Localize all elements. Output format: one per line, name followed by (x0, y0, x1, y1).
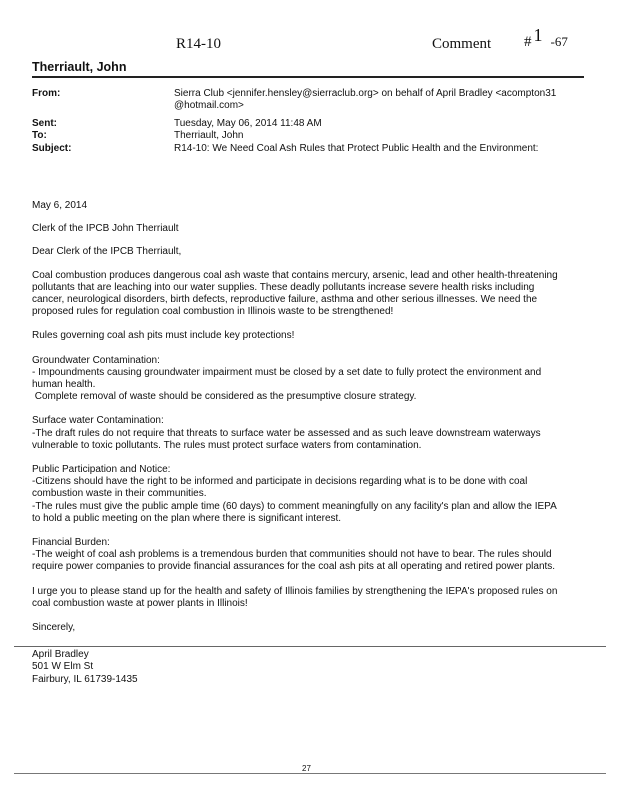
financial-heading: Financial Burden: (32, 537, 110, 549)
intro-line: Coal combustion produces dangerous coal ash waste that contains mercury, arsenic, lead and other health-threatening (32, 269, 558, 281)
from-value (174, 88, 584, 112)
participation-line: combustion waste in their communities. (32, 488, 207, 500)
footer-rule (14, 773, 606, 774)
surface-line: vulnerable to toxic pollutants. The rules must protect surface waters from contamination. (32, 439, 422, 451)
participation-line: -Citizens should have the right to be informed and participate in decisions regarding what is to be done with coal (32, 476, 528, 488)
letter-body (32, 200, 584, 686)
intro-paragraph (32, 270, 584, 319)
participation-section (32, 464, 584, 525)
subject-label: Subject: (32, 143, 72, 154)
surface-section (32, 415, 584, 452)
groundwater-line: Complete removal of waste should be considered as the presumptive closure strategy. (32, 391, 417, 403)
header-rule (32, 76, 584, 78)
surface-heading: Surface water Contamination: (32, 415, 164, 427)
letter-addressee: Clerk of the IPCB John Therriault (32, 223, 179, 235)
sent-label: Sent: (32, 118, 57, 129)
groundwater-section (32, 355, 584, 404)
intro-line: cancer, neurological disorders, birth defects, reproductive failure, asthma and other serious illnesses. We need the (32, 294, 538, 306)
signoff: Sincerely, (32, 622, 76, 634)
participation-line: to hold a public meeting on the plan where there is significant interest. (32, 512, 342, 524)
signature-line: 501 W Elm St (32, 661, 94, 673)
closing-line: I urge you to please stand up for the health and safety of Illinois families by strengthening the IEPA's proposed rules on (32, 585, 558, 597)
recipient-name: Therriault, John (32, 60, 127, 74)
signature-line: April Bradley (32, 649, 89, 661)
surface-line: -The draft rules do not require that threats to surface water be assessed and as such leave downstream waterways (32, 427, 541, 439)
participation-heading: Public Participation and Notice: (32, 464, 171, 476)
comment-number (524, 25, 568, 51)
financial-section (32, 537, 584, 574)
sent-value: Tuesday, May 06, 2014 11:48 AM (174, 118, 322, 129)
scan-line (14, 646, 606, 647)
from-value-line2: @hotmail.com> (174, 100, 244, 111)
groundwater-line: - Impoundments causing groundwater impairment must be closed by a set date to fully protect the environment and (32, 366, 542, 378)
signature-block (32, 649, 584, 686)
from-value-line1: Sierra Club <jennifer.hensley@sierraclub.org> on behalf of April Bradley <acompton31 (174, 88, 557, 99)
financial-line: require power companies to provide financial assurances for the coal ash pits at all operating and retired power plants. (32, 561, 556, 573)
comment-suffix: -67 (550, 34, 568, 49)
to-label: To: (32, 130, 47, 141)
comment-label: Comment (432, 36, 492, 52)
groundwater-line: human health. (32, 379, 96, 391)
rules-intro: Rules governing coal ash pits must include key protections! (32, 330, 295, 342)
comment-num: 1 (533, 25, 543, 45)
groundwater-heading: Groundwater Contamination: (32, 354, 160, 366)
to-value: Therriault, John (174, 130, 244, 141)
letter-date: May 6, 2014 (32, 200, 88, 211)
from-label: From: (32, 88, 61, 99)
closing-paragraph (32, 586, 584, 610)
financial-line: -The weight of coal ash problems is a tremendous burden that communities should not have to bear. The rules should (32, 549, 552, 561)
participation-line: -The rules must give the public ample time (60 days) to comment meaningfully on any facility's plan and allow the IEPA (32, 500, 557, 512)
intro-line: proposed rules for regulation coal combustion in Illinois waste to be strengthened! (32, 306, 394, 318)
subject-value: R14-10: We Need Coal Ash Rules that Protect Public Health and the Environment: (174, 143, 539, 154)
letter-salutation: Dear Clerk of the IPCB Therriault, (32, 246, 182, 258)
docket-number: R14-10 (176, 36, 221, 52)
page-number: 27 (302, 764, 311, 773)
comment-hash: # (524, 34, 532, 50)
closing-line: coal combustion waste at power plants in Illinois! (32, 597, 248, 609)
intro-line: pollutants that are leaching into our water supplies. These deadly pollutants increase severe health risks including (32, 281, 535, 293)
signature-line: Fairbury, IL 61739-1435 (32, 673, 138, 685)
